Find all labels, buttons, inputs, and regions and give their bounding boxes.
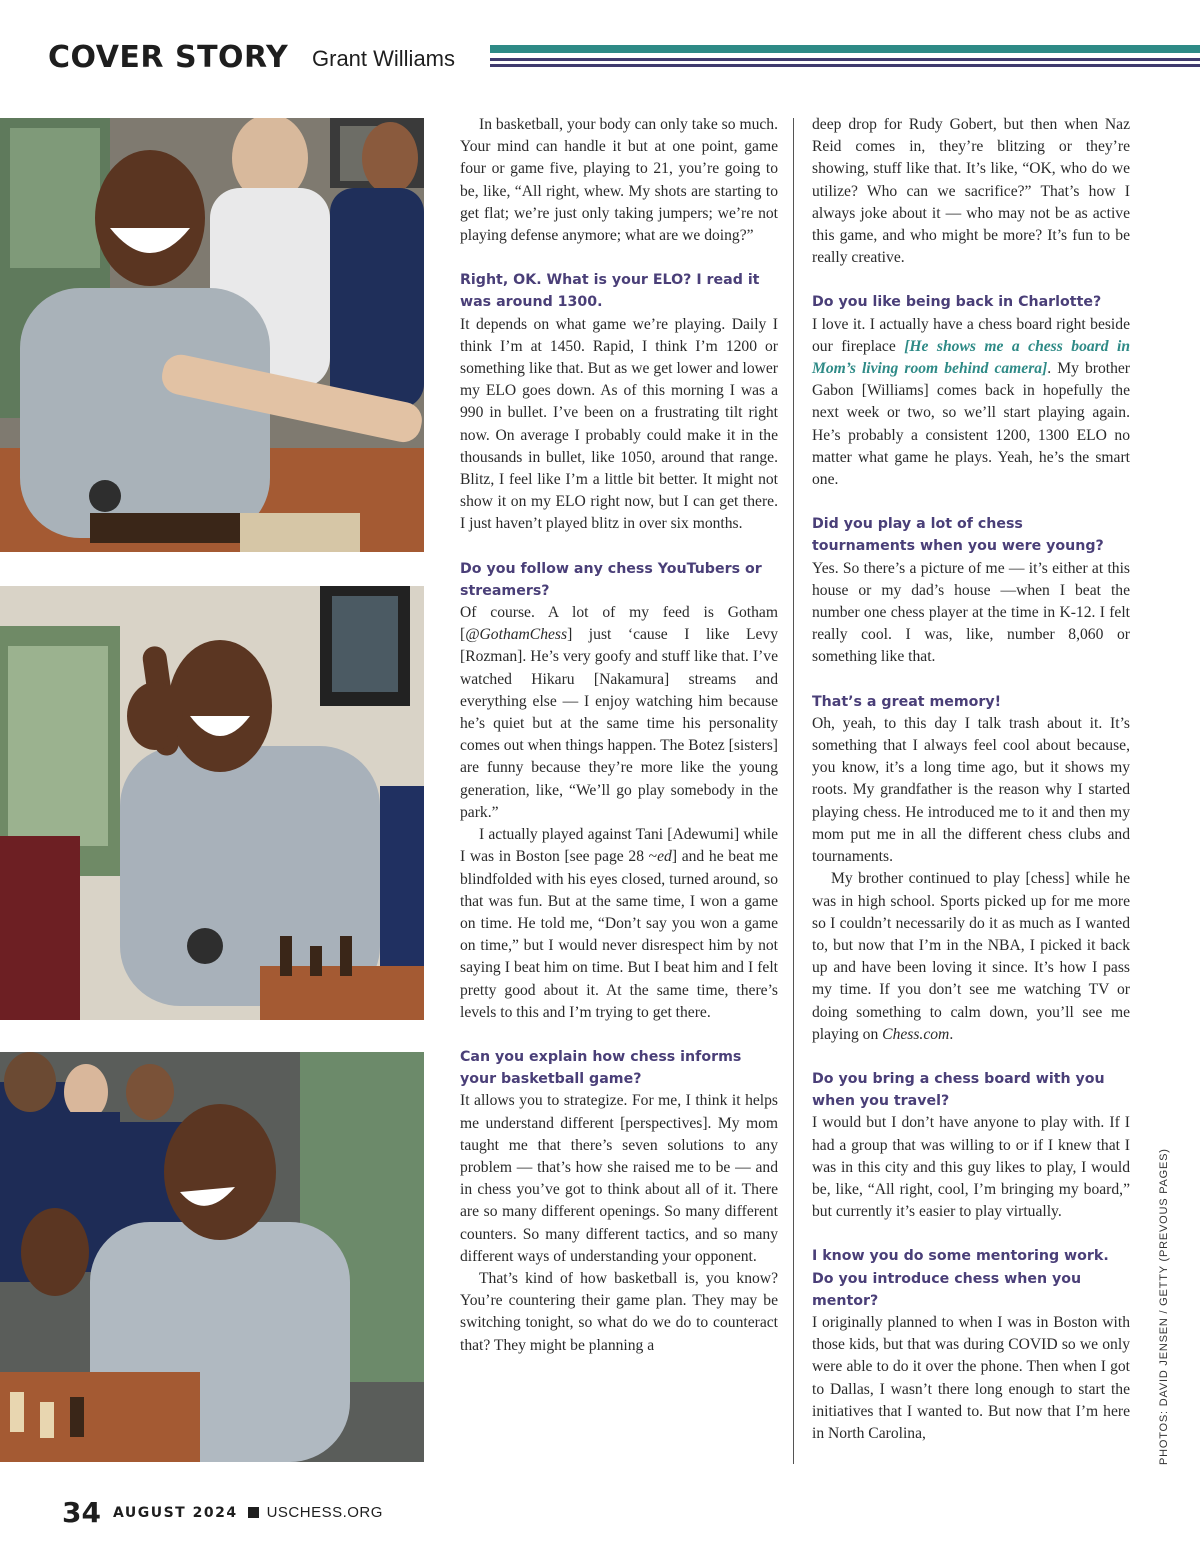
photo-credit: PHOTOS: DAVID JENSEN / GETTY (PREVOUS PAGES) [1158,1148,1170,1465]
text-run: . My brother Gabon [Williams] comes back in hopefully the next week or two, so we’ll start playing again. He’s probably a consistent 1200, 1300 ELO no matter what game he plays. Yeah, he’s the smart one. [812,360,1130,489]
text-run: My brother continued to play [chess] while he was in high school. Sports picked up for me more so I couldn’t necessarily do it as much as I wanted to, but now that I’m in the NBA, I picked it back up and have been loving it since. It’s how I pass my time. If you don’t see me watching TV or doing something to calm down, you’ll see me playing on [812,870,1130,1043]
square-bullet-icon [248,1507,259,1518]
editor-note: ed [657,848,672,866]
website-mention: Chess.com [882,1025,950,1043]
text-run: . [949,1025,954,1043]
section-kicker: COVER STORY [48,40,289,75]
paragraph: In basketball, your body can only take so much. Your mind can handle it but at one point, game four or game five, playing to 21, you’re going to be, like, “All right, whew. My shots are starting to get flat; we’re just only taking jumpers; we’re not playing defense anymore; what are we doing?” [460,116,778,245]
header-rule-teal [490,45,1200,53]
question: Do you bring a chess board with you when you travel? [812,1070,1105,1110]
question: I know you do some mentoring work. Do you introduce chess when you mentor? [812,1248,1109,1309]
paragraph: I would but I don’t have anyone to play with. If I had a group that was willing to or if I knew that I was in this city and this guy likes to play, I would be, like, “All right, cool, I’m bringing my board,” but currently it’s easier to play virtually. [812,1114,1130,1221]
photo-laughing [0,1052,424,1462]
question: Did you play a lot of chess tournaments when you were young? [812,516,1104,555]
subject-name: Grant Williams [312,46,456,71]
page-number: 34 [62,1496,101,1529]
photo-handshake [0,118,424,552]
paragraph: It allows you to strategize. For me, I think it helps me understand different [perspectives]. My mom taught me that there’s seven solutions to any problem — that’s how she raised me to be — and in chess you’ve got to think about all of it. There are so many different openings. So many different counters. So many different tactics, and so many different ways of understanding your opponent. [460,1092,778,1265]
column-divider [793,118,794,1464]
page-footer [62,1496,383,1529]
text-run: I love it. I actually have a chess board right beside our fireplace [812,315,1130,355]
paragraph [460,602,778,824]
paragraph [812,314,1130,492]
paragraph: Yes. So there’s a picture of me — it’s either at this house or my dad’s house —when I beat the number one chess player at the time in K-12. I felt really cool. I was, like, number 8,060 or something like that. [812,559,1130,666]
question: That’s a great memory! [812,693,1002,710]
header-rule-purple-2 [490,64,1200,67]
paragraph: It depends on what game we’re playing. Daily I think I’m at 1450. Rapid, I think I’m 1200 or something like that. But as we get lower and lower my ELO goes down. As of this morning I was a 990 in bullet. I’ve been on a frustrating tilt right now. On average I probably could make it in the thousands in bullet, like 1050, around that range. Blitz, I feel like I’m a little bit better. It might not show it on my ELO right now, but I can get there. I just haven’t played blitz in over six months. [460,315,778,533]
text-run: Of course. A lot of my feed is Gotham [ [460,604,778,644]
text-run: ] just ‘cause I like Levy [Rozman]. He’s very goofy and stuff like that. I’ve watched Hikaru [Nakamura] streams and everything else — I enjoy watching him because he’s quiet but at the same time his personality comes out when things happen. The Botez [sisters] are funny because they’re more like the young generation, like, “We’ll go play somebody in the park.” [460,626,778,821]
paragraph: I originally planned to when I was in Boston with those kids, but that was during COVID so we only were able to do it over the phone. Then when I got to Dallas, I wasn’t there long enough to start the initiatives that I wanted to. But now that I’m here in North Carolina, [812,1313,1130,1442]
social-handle: @GothamChess [465,626,568,644]
paragraph: Oh, yeah, to this day I talk trash about it. It’s something that I always feel cool about because, you know, it’s a long time ago, but it shows my roots. My grandfather is the reason why I started playing chess. He introduced me to it and then my mom put me in all the different chess clubs and tournaments. [812,714,1130,866]
text-column-2 [812,114,1130,1445]
text-run: I actually played against Tani [Adewumi] while I was in Boston [see page 28 ~ [460,826,778,866]
paragraph: That’s kind of how basketball is, you know? You’re countering their game plan. They may be switching tonight, so what do we do to counteract that? They might be planning a [460,1269,778,1354]
paragraph [460,824,778,1024]
paragraph [812,868,1130,1046]
header-rule-purple-1 [490,58,1200,61]
question: Do you follow any chess YouTubers or streamers? [460,560,762,599]
stage-direction: [He shows me a chess board in Mom’s living room behind camera] [812,337,1130,378]
text-column-1 [460,114,778,1357]
question: Do you like being back in Charlotte? [812,294,1102,311]
photo-celebration [0,586,424,1020]
issue-date: AUGUST 2024 [112,1504,238,1521]
paragraph: deep drop for Rudy Gobert, but then when Naz Reid comes in, they’re blitzing or they’re showing, stuff like that. It’s like, “OK, who do we utilize? Who can we sacrifice?” That’s how I always joke about it — who may not be as active this game, and who might be more? It’s fun to be really creative. [812,116,1130,267]
question: Can you explain how chess informs your basketball game? [460,1048,742,1088]
question: Right, OK. What is your ELO? I read it was around 1300. [460,272,760,311]
text-run: ] and he beat me blindfolded with his eyes closed, turned around, so that was fun. But at the same time, I won a game on time. He told me, “Don’t say you won a game on time,” but I would never disrespect him by not saying I beat him on time. But I beat him and I felt pretty good about it. At the same time, there’s levels to this and I’m trying to get there. [460,848,779,1021]
site-url: USCHESS.ORG [266,1504,383,1521]
